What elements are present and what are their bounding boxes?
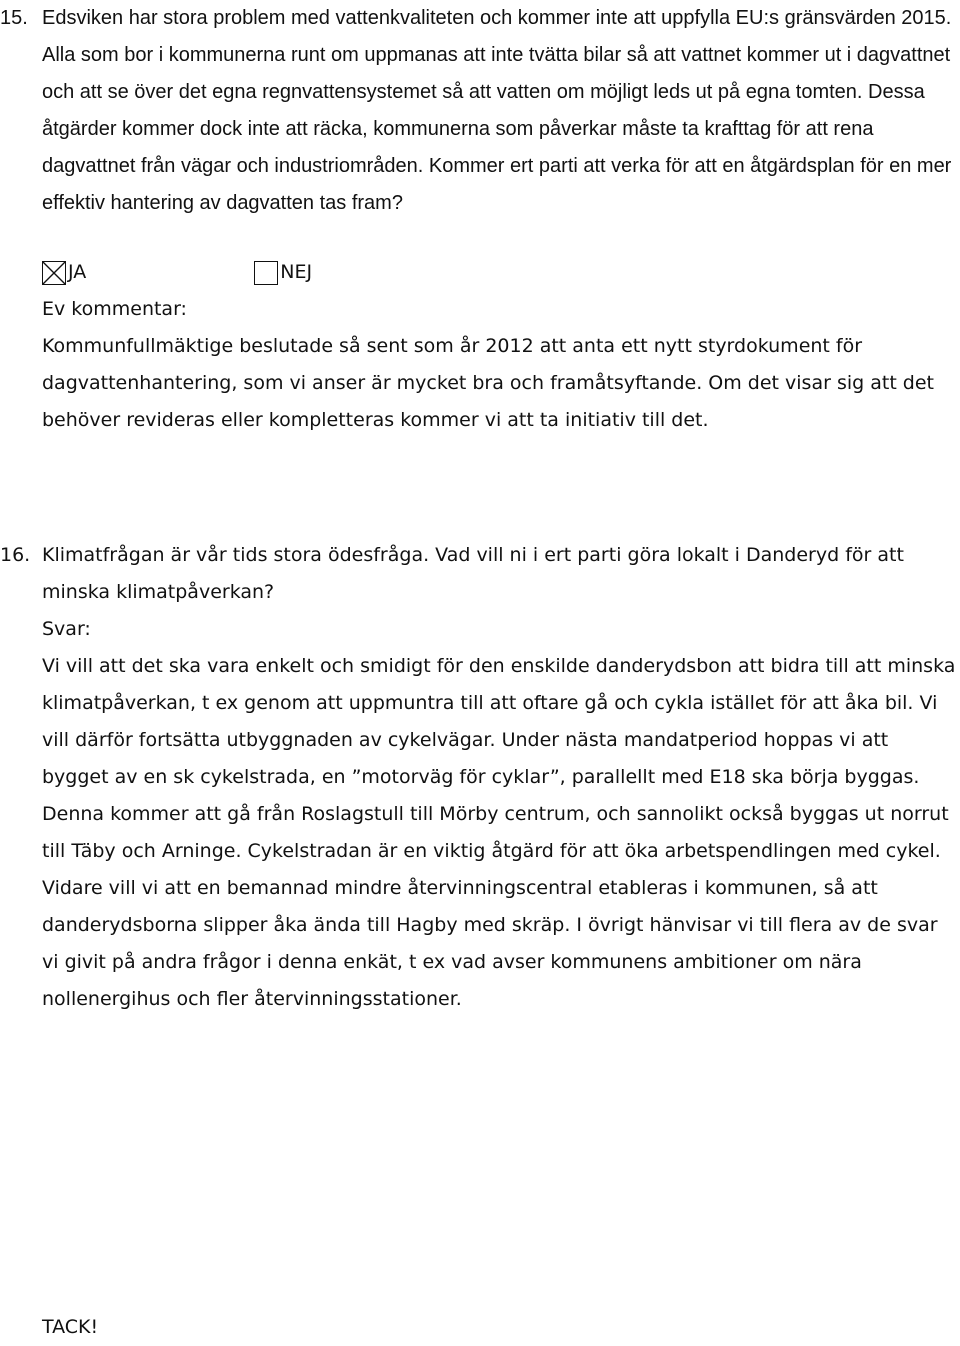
option-nej[interactable] bbox=[254, 254, 312, 291]
yes-no-options bbox=[0, 254, 960, 291]
option-ja-label: JA bbox=[68, 261, 87, 283]
question-16-text: Klimatfrågan är vår tids stora ödesfråga. Vad vill ni i ert parti göra lokalt i Danderyd för att minska klimatpåverkan? bbox=[42, 544, 904, 603]
comment-text: Kommunfullmäktige beslutade så sent som år 2012 att anta ett nytt styrdokument för dagvattenhantering, som vi anser är mycket bra och framåtsyftande. Om det visar sig att det behöver revideras eller kompletteras kommer vi att ta initiativ till det. bbox=[42, 335, 935, 431]
question-15-text: Edsviken har stora problem med vattenkvaliteten och kommer inte att uppfylla EU:s gränsvärden 2015. Alla som bor i kommunerna runt om uppmanas att inte tvätta bilar så att vattnet kommer ut i dagvattnet och att se över det egna regnvattensystemet så att vatten om möjligt leds ut på egna tomten. Dessa åtgärder kommer dock inte att räcka, kommunerna som påverkar måste ta krafttag för att rena dagvattnet från vägar och industriområden. Kommer ert parti att verka för att en åtgärdsplan för en mer effektiv hantering av dagvatten tas fram? bbox=[42, 7, 952, 214]
empty-checkbox-icon[interactable] bbox=[254, 261, 278, 285]
option-ja[interactable] bbox=[42, 254, 86, 291]
answer-text: Vi vill att det ska vara enkelt och smidigt för den enskilde danderydsbon att bidra till att minska klimatpåverkan, t ex genom att uppmuntra till att oftare gå och cykla istället för att åka bil. Vi vill därför fortsätta utbyggnaden av cykelvägar. Under nästa mandatperiod hoppas vi att bygget av en sk cykelstrada, en ”motorväg för cyklar”, parallellt med E18 ska börja byggas. Denna kommer att gå från Roslagstull till Mörby centrum, och sannolikt också byggas ut norrut till Täby och Arninge. Cykelstradan är en viktig åtgärd för att öka arbetspendlingen med cykel. Vidare vill vi att en bemannad mindre återvinningscentral etableras i kommunen, så att danderydsborna slipper åka ända till Hagby med skräp. I övrigt hänvisar vi till flera av de svar vi givit på andra frågor i denna enkät, t ex vad avser kommunens ambitioner om nära nollenergihus och fler återvinningsstationer. bbox=[42, 655, 956, 1010]
closing-thanks: TACK! bbox=[42, 1316, 99, 1338]
comment-label: Ev kommentar: bbox=[42, 298, 187, 320]
question-16 bbox=[0, 537, 960, 1018]
question-15 bbox=[0, 0, 960, 222]
checked-checkbox-icon[interactable] bbox=[42, 261, 66, 285]
option-nej-label: NEJ bbox=[280, 261, 313, 283]
question-16-number: 16. bbox=[0, 544, 31, 566]
question-15-number: 15. bbox=[0, 7, 28, 29]
question-15-answer bbox=[0, 254, 960, 439]
answer-label: Svar: bbox=[42, 618, 91, 640]
